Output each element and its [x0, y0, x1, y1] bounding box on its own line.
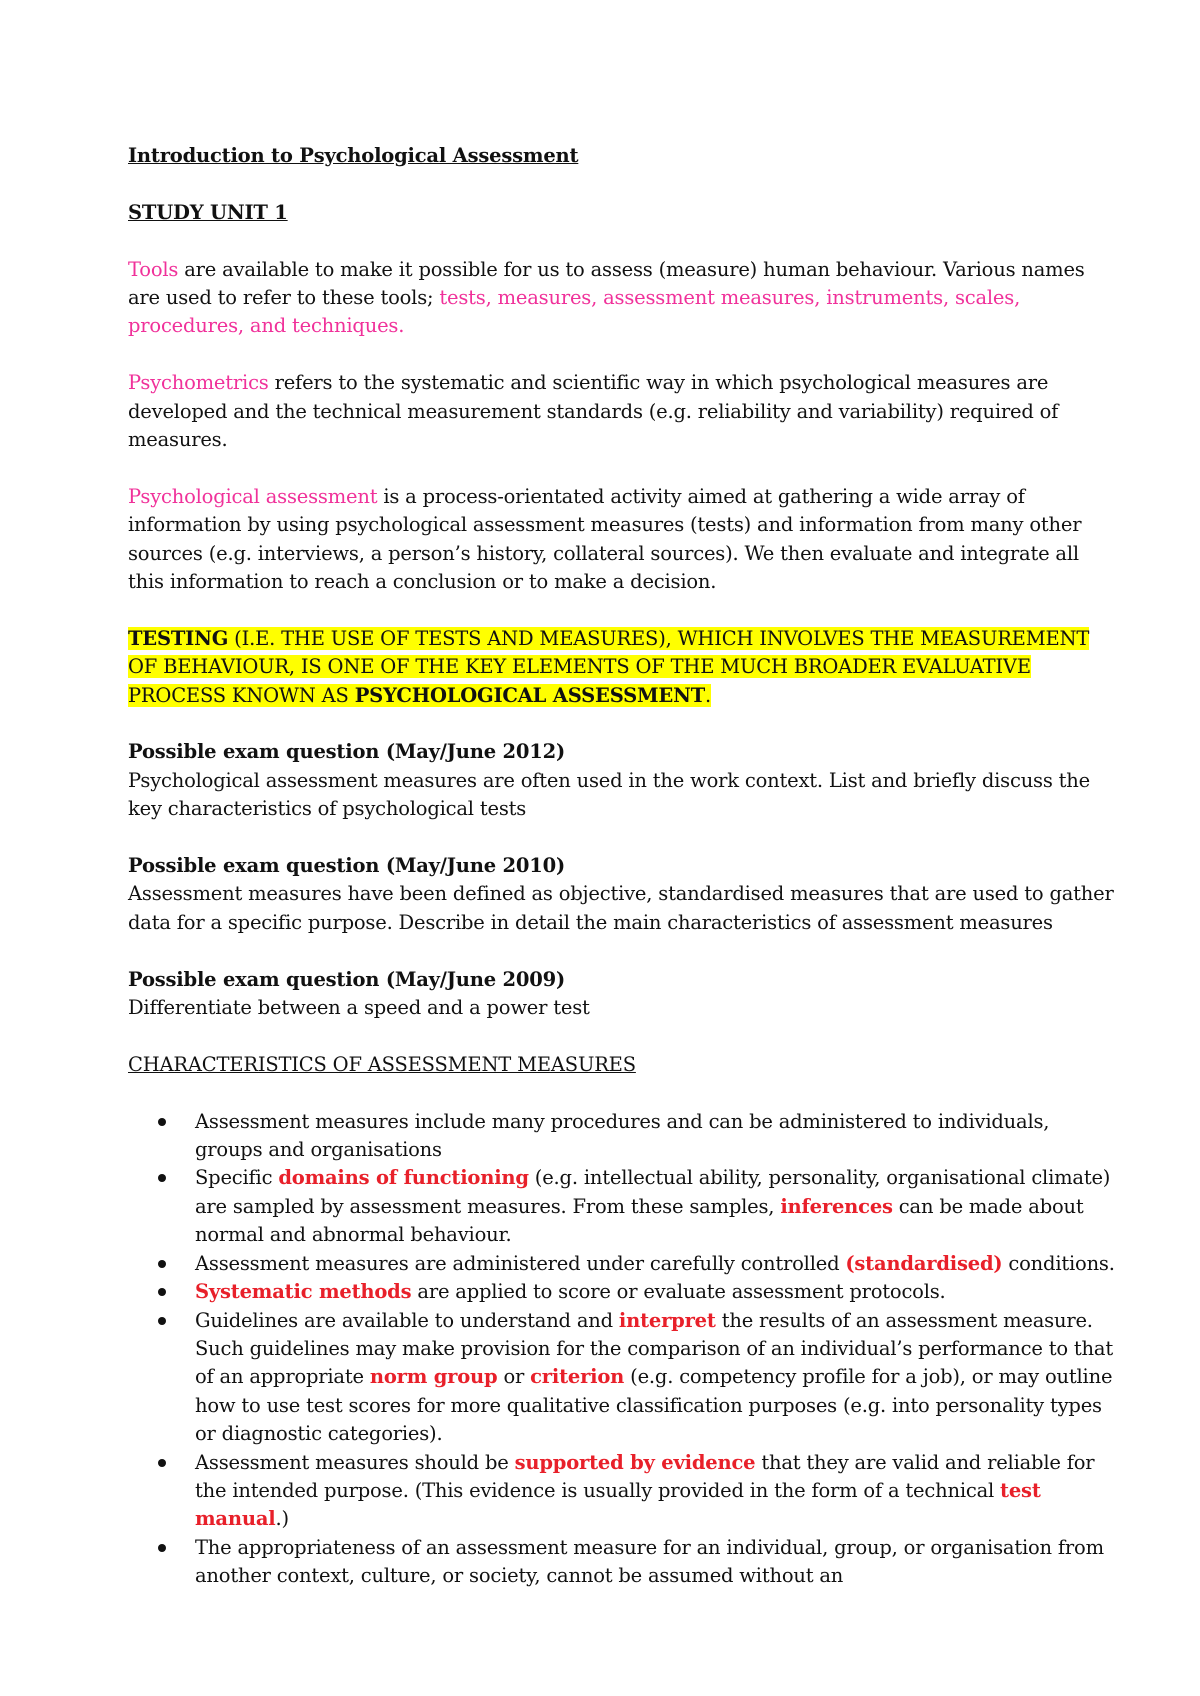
list-item-text: can be made about normal and abnormal behaviour.: [195, 1194, 1084, 1247]
key-term: supported by evidence: [514, 1450, 756, 1474]
key-term: criterion: [530, 1365, 625, 1389]
list-item-text: Specific: [195, 1166, 279, 1190]
list-item-text: are applied to score or evaluate assessment protocols.: [411, 1280, 946, 1304]
assessment-text: is a process-orientated activity aimed at gathering a wide array of information by using psychological assessment measures (tests) and information from many other sources (e.g. interviews, a person’s history, collateral sources). We then evaluate and integrate all this information to reach a conclusion or to make a decision.: [128, 484, 1082, 594]
key-term: test manual: [195, 1478, 1041, 1531]
highlighted-paragraph: [128, 625, 1120, 710]
key-term: (standardised): [845, 1251, 1003, 1275]
list-item-text: The appropriateness of an assessment measure for an individual, group, or organisation from another context, culture, or society, cannot be assumed without an: [195, 1535, 1104, 1588]
study-unit-heading: STUDY UNIT 1: [128, 200, 288, 224]
psychometrics-paragraph: [128, 369, 1120, 454]
key-term: norm group: [369, 1365, 498, 1389]
characteristics-heading: CHARACTERISTICS OF ASSESSMENT MEASURES: [128, 1052, 636, 1076]
list-item-text: Assessment measures are administered under carefully controlled: [195, 1251, 846, 1275]
list-item-text: conditions.: [1002, 1251, 1115, 1275]
list-item-text: (e.g. competency profile for a job), or may outline how to use test scores for more qualitative classification purposes (e.g. into personality types or diagnostic categories).: [195, 1365, 1113, 1446]
list-item-text: Assessment measures include many procedures and can be administered to individuals, groups and organisations: [195, 1109, 1050, 1162]
list-item: [128, 1449, 1120, 1534]
list-item-text: the results of an assessment measure. Such guidelines may make provision for the comparison of an individual’s performance to that of an appropriate: [195, 1308, 1113, 1389]
psychometrics-text: refers to the systematic and scientific way in which psychological measures are developed and the technical measurement standards (e.g. reliability and variability) required of measures.: [128, 371, 1059, 452]
exam-question: [128, 738, 1120, 823]
highlight-text: (I.E. THE USE OF TESTS AND MEASURES), WHICH INVOLVES THE MEASUREMENT OF BEHAVIOUR, IS ONE OF THE KEY ELEMENTS OF THE MUCH BROADER EVALUATIVE PROCESS KNOWN AS: [128, 626, 1090, 707]
list-item: [128, 1250, 1120, 1278]
exam-question: [128, 966, 1120, 1023]
exam-question: [128, 852, 1120, 937]
key-term: inferences: [780, 1194, 893, 1218]
exam-question-text: Assessment measures have been defined as objective, standardised measures that are used to gather data for a specific purpose. Describe in detail the main characteristics of assessment measures: [128, 882, 1114, 934]
exam-question-text: Psychological assessment measures are often used in the work context. List and briefly discuss the key characteristics of psychological tests: [128, 768, 1091, 821]
psychometrics-term: Psychometrics: [128, 371, 269, 395]
list-item-text: .): [275, 1507, 289, 1531]
tools-list: tests, measures, assessment measures, instruments, scales, procedures, and techniques.: [128, 286, 1021, 338]
highlight-bold-testing: TESTING: [128, 626, 229, 650]
key-term: domains of functioning: [278, 1166, 529, 1190]
tools-text: are available to make it possible for us to assess (measure) human behaviour. Various names are used to refer to these tools;: [128, 257, 1085, 309]
list-item: [128, 1108, 1120, 1165]
key-term: Systematic methods: [195, 1280, 412, 1304]
exam-question-heading: Possible exam question (May/June 2010): [128, 854, 565, 878]
exam-question-heading: Possible exam question (May/June 2012): [128, 740, 565, 764]
list-item: [128, 1278, 1120, 1306]
highlight-end: .: [705, 683, 712, 707]
list-item-text: Assessment measures should be: [195, 1450, 515, 1474]
list-item-text: that they are valid and reliable for the intended purpose. (This evidence is usually provided in the form of a technical: [195, 1450, 1095, 1502]
highlight-bold-assessment: PSYCHOLOGICAL ASSESSMENT: [354, 683, 706, 707]
tools-term: Tools: [128, 257, 179, 281]
assessment-term: Psychological assessment: [128, 484, 378, 508]
document-title: Introduction to Psychological Assessment: [128, 144, 579, 167]
list-item: [128, 1307, 1120, 1449]
list-item-text: or: [497, 1365, 531, 1389]
assessment-paragraph: [128, 483, 1120, 597]
tools-paragraph: [128, 256, 1120, 341]
list-item-text: (e.g. intellectual ability, personality, organisational climate) are sampled by assessment measures. From these samples,: [195, 1166, 1111, 1218]
list-item-text: Guidelines are available to understand and: [195, 1308, 619, 1332]
list-item: [128, 1534, 1120, 1591]
key-term: interpret: [618, 1308, 716, 1332]
exam-question-heading: Possible exam question (May/June 2009): [128, 967, 565, 991]
characteristics-list: [128, 1108, 1120, 1591]
exam-question-text: Differentiate between a speed and a power test: [128, 996, 590, 1020]
list-item: [128, 1164, 1120, 1249]
